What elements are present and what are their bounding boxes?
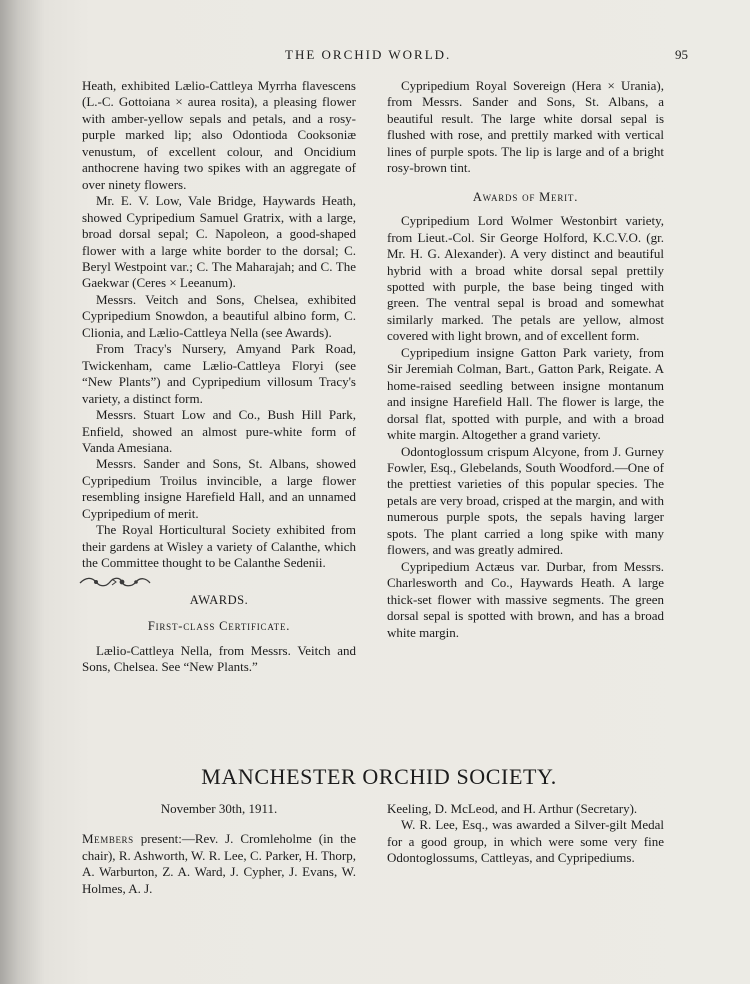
left-column	[82, 78, 356, 675]
members-text: present:—Rev. J. Cromleholme (in the chair), R. Ashworth, W. R. Lee, C. Parker, H. Thorp, A. Warburton, Z. A. Ward, J. Cypher, J. Evans, W. Holmes, A. J.	[82, 831, 356, 896]
paragraph: Cypripedium Lord Wolmer Westonbirt variety, from Lieut.-Col. Sir George Holford, K.C.V.O. (gr. Mr. H. G. Alexander). A very distinct and beautiful hybrid with a broad white dorsal sepal prettily spotted with purple, the base being tinged with green. The ventral sepal is broad and somewhat similarly marked. The petals are yellow, almost covered with light brown, and of excellent form.	[387, 213, 664, 344]
merit-heading: Awards of Merit.	[472, 189, 579, 204]
certificate-heading: First-class Certificate.	[147, 619, 291, 634]
paragraph: Cypripedium Royal Sovereign (Hera × Urania), from Messrs. Sander and Sons, St. Albans, a beautiful result. The large white dorsal sepal is flushed with rose, and prettily marked with vertical lines of purple spots. The lip is large and of a bright rosy-brown tint.	[387, 78, 664, 176]
paragraph: Keeling, D. McLeod, and H. Arthur (Secretary).	[387, 801, 638, 816]
paragraph: Odontoglossum crispum Alcyone, from J. Gurney Fowler, Esq., Glebelands, South Woodford.—One of the prettiest varieties of this popular species. The petals are very broad, crisped at the margin, and with numerous purple spots, the sepals having larger spots. The plant carried a long spike with many flowers, and was greatly admired.	[387, 443, 664, 558]
meeting-date: November 30th, 1911.	[160, 801, 278, 816]
paragraph: The Royal Horticultural Society exhibited from their gardens at Wisley a variety of Calanthe, which the Committee thought to be Calanthe Sedenii.	[82, 522, 356, 571]
society-title: MANCHESTER ORCHID SOCIETY.	[201, 764, 557, 789]
members-paragraph	[82, 831, 356, 897]
paragraph: Lælio-Cattleya Nella, from Messrs. Veitch and Sons, Chelsea. See “New Plants.”	[82, 642, 356, 674]
society-left-column	[82, 801, 356, 897]
awards-heading: AWARDS.	[189, 592, 249, 607]
members-label: Members	[82, 831, 134, 847]
decorative-ornament-icon	[76, 574, 166, 590]
paragraph: Cypripedium insigne Gatton Park variety, from Sir Jeremiah Colman, Bart., Gatton Park, Reigate. A home-raised seedling between insigne montanum and insigne Harefield Hall. The flower is large, the dorsal flat, spotted with purple, and with a broad white margin. Altogether a grand variety.	[387, 344, 664, 443]
paragraph: Mr. E. V. Low, Vale Bridge, Haywards Heath, showed Cypripedium Samuel Gratrix, with a large, broad dorsal sepal; C. Napoleon, a good-shaped flower with a large white border to the dorsal; C. Beryl Westpoint var.; C. The Maharajah; and C. The Gaekwar (Ceres × Leeanum).	[82, 193, 356, 291]
running-title: THE ORCHID WORLD.	[285, 47, 452, 62]
paragraph: Heath, exhibited Lælio-Cattleya Myrrha flavescens (L.-C. Gottoiana × aurea rosita), a pleasing flower with amber-yellow sepals and petals, and a rosy-purple marked lip; also Odontioda Cooksoniæ venustum, of excellent colour, and Oncidium anthocrene having two spikes with an aggregate of over ninety flowers.	[82, 78, 356, 192]
paragraph: Messrs. Veitch and Sons, Chelsea, exhibited Cypripedium Snowdon, a beautiful albino form, C. Clionia, and Lælio-Cattleya Nella (see Awards).	[82, 291, 356, 340]
paragraph: Cypripedium Actæus var. Durbar, from Messrs. Charlesworth and Co., Haywards Heath. A large thick-set flower with massive segments. The green dorsal sepal is spotted with brown, and has a broad white margin.	[387, 558, 664, 640]
page-number: 95	[675, 47, 688, 62]
society-right-column	[387, 801, 664, 867]
paragraph: Messrs. Stuart Low and Co., Bush Hill Park, Enfield, showed an almost pure-white form of Vanda Amesiana.	[82, 407, 356, 455]
right-column	[387, 78, 664, 641]
paragraph: From Tracy's Nursery, Amyand Park Road, Twickenham, came Lælio-Cattleya Floryi (see “New Plants”) and Cypripedium villosum Tracy's variety, a distinct form.	[82, 341, 356, 406]
paragraph: Messrs. Sander and Sons, St. Albans, showed Cypripedium Troilus invincible, a large flower resembling insigne Harefield Hall, and an unnamed Cypripedium of merit.	[82, 456, 356, 521]
paragraph: W. R. Lee, Esq., was awarded a Silver-gilt Medal for a good group, in which were some very fine Odontoglossums, Cattleyas, and Cypripediums.	[387, 817, 664, 866]
